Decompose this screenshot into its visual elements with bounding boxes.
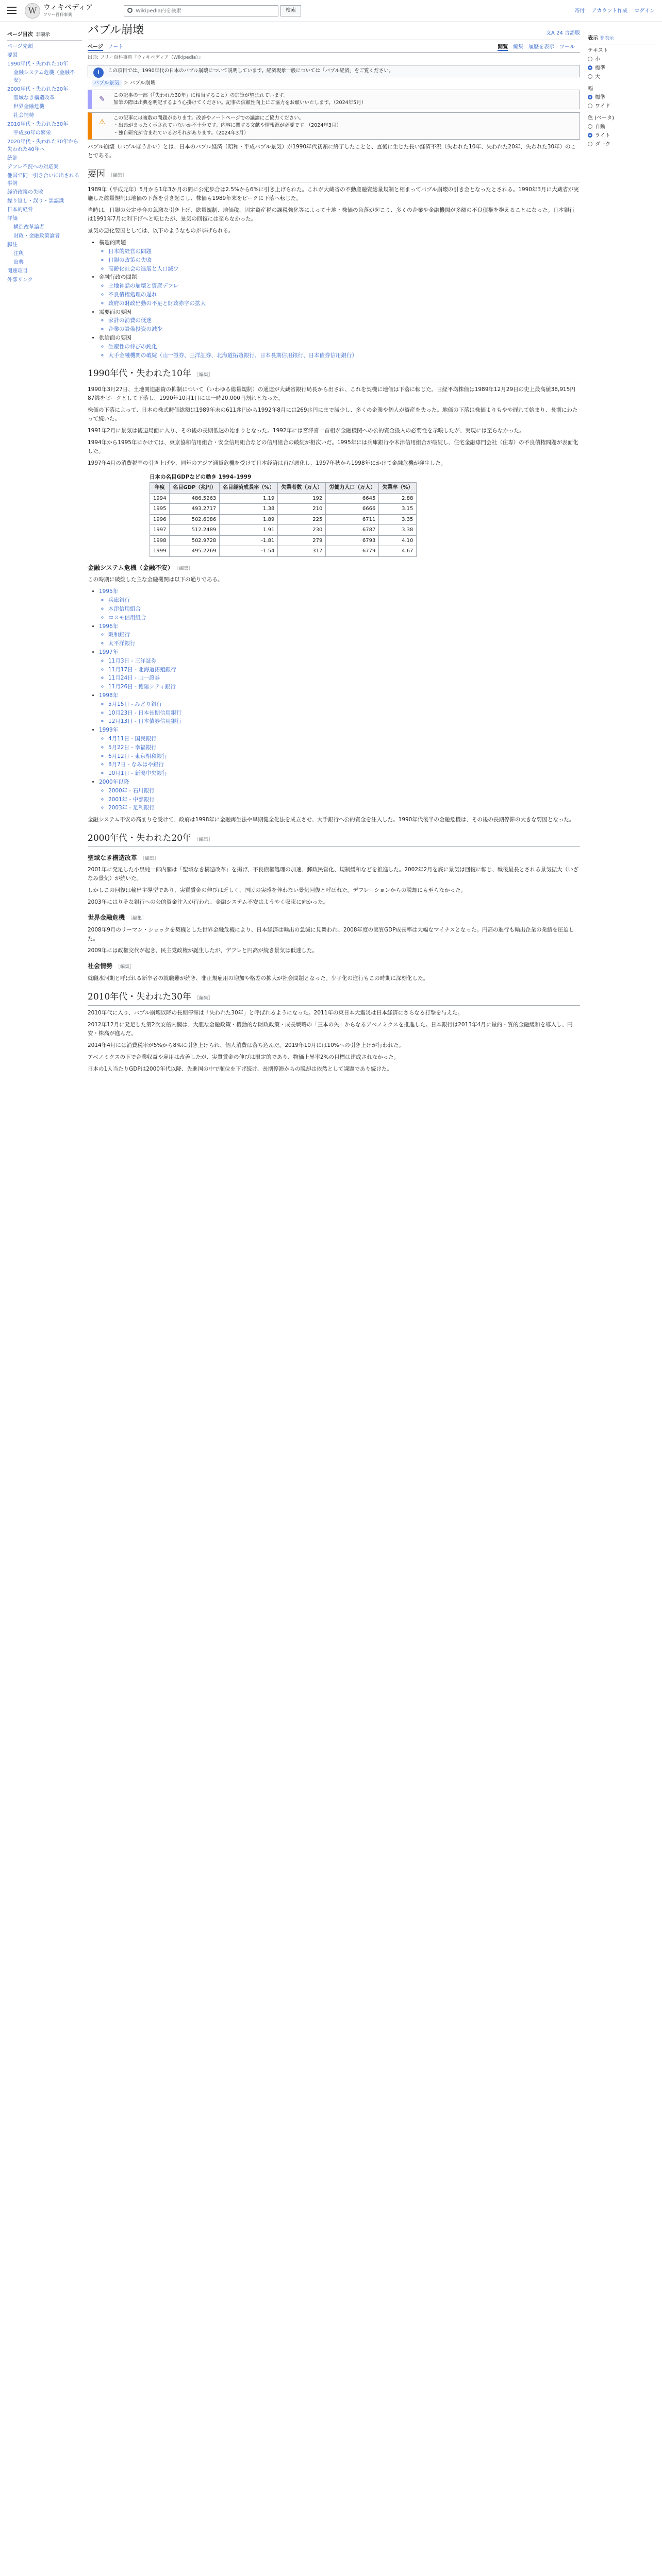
table-caption: 日本の名目GDPなどの動き 1994–1999 xyxy=(150,473,252,480)
list-item[interactable]: ◦ 2001年 - 中部銀行 xyxy=(108,795,580,804)
search-input[interactable] xyxy=(124,5,278,16)
toc-item[interactable]: 2020年代・失われた30年から失われた40年へ xyxy=(7,139,79,152)
table-row xyxy=(150,493,417,504)
table-cell: -1.54 xyxy=(220,546,278,557)
list-item[interactable]: ◦ 12月13日 - 日本債券信用銀行 xyxy=(108,717,580,726)
table-row xyxy=(150,514,417,525)
toc-sidebar xyxy=(7,31,82,285)
tab-page[interactable]: ページ xyxy=(88,44,103,50)
table-cell: 210 xyxy=(278,504,326,515)
site-header xyxy=(0,0,662,22)
subsection-heading xyxy=(88,913,580,923)
radio-option[interactable] xyxy=(588,131,655,140)
table-cell: 317 xyxy=(278,546,326,557)
nested-list xyxy=(108,700,580,726)
page-title: バブル崩壊 文A 24 言語版 xyxy=(88,23,580,40)
list-item[interactable]: ◦ 日本的経営の問題 xyxy=(108,247,580,256)
year-link[interactable]: 1999年 xyxy=(99,727,119,734)
toc-item[interactable]: 2010年代・失われた30年 xyxy=(7,121,69,127)
toc-item[interactable]: 他国で同一引き合いに出される事例 xyxy=(7,173,79,187)
article-sections xyxy=(88,167,580,1074)
list-item xyxy=(99,648,580,691)
color-options xyxy=(588,123,655,149)
list-item-text: 構造的問題 xyxy=(99,240,126,246)
edit-link[interactable]: ［編集］ xyxy=(128,916,147,922)
language-button[interactable]: 文A 24 言語版 xyxy=(546,30,580,36)
table-cell: 6787 xyxy=(326,525,379,536)
paragraph: 1994年から1995年にかけては、東京協和信用組合・安全信用組合などの信用組合の破綻が相次いだ。1995年には兵庫銀行や木津信用組合が破綻し、住宅金融専門会社（住専）の不良債権問題が表面化した。 xyxy=(88,439,578,454)
table-cell: 1.38 xyxy=(220,504,278,515)
list-item[interactable]: ◦ 4月11日 - 国民銀行 xyxy=(108,735,580,743)
table-cell: 230 xyxy=(278,525,326,536)
page-tabs xyxy=(88,41,580,53)
table-header: 名目GDP（兆円） xyxy=(170,483,220,494)
table-cell: 6645 xyxy=(326,493,379,504)
issues-notice xyxy=(88,112,580,140)
tab-read[interactable]: 閲覧 xyxy=(498,44,508,50)
subsection-heading xyxy=(88,961,580,971)
radio-icon xyxy=(588,133,592,138)
nested-list xyxy=(108,343,580,360)
heading-text: 1990年代・失われた10年 xyxy=(88,368,191,379)
warning-icon: ⚠ xyxy=(98,118,106,127)
paragraph: 金融システム不安の高まりを受けて、政府は1998年に金融再生法や早期健全化法を成立させ、大手銀行へ公的資金を注入した。1990年代後半の金融危機は、その後の長期停滞の大きな要因となった。 xyxy=(88,817,575,823)
radio-option[interactable] xyxy=(588,93,655,102)
table-cell: 502.9728 xyxy=(170,535,220,546)
toc-item[interactable]: 世界金融危機 xyxy=(13,104,44,110)
toc-item[interactable]: 経済政策の失敗 xyxy=(7,189,43,195)
wikipedia-logo[interactable]: W xyxy=(25,3,40,19)
radio-option[interactable] xyxy=(588,140,655,149)
tab-tools[interactable]: ツール xyxy=(559,44,575,50)
table-cell: 1997 xyxy=(150,525,170,536)
section-heading xyxy=(88,990,580,1005)
list-item-text: 供給面の要因 xyxy=(99,335,131,342)
toc-item[interactable]: 関連項目 xyxy=(7,268,28,274)
tab-history[interactable]: 履歴を表示 xyxy=(528,44,555,50)
list-item-text: 需要面の要因 xyxy=(99,309,131,315)
table-cell: 1994 xyxy=(150,493,170,504)
table-cell: 6779 xyxy=(326,546,379,557)
toc-item[interactable]: 2000年代・失われた20年 xyxy=(7,86,69,92)
edit-link[interactable]: ［編集］ xyxy=(194,996,213,1002)
table-cell: 1996 xyxy=(150,514,170,525)
edit-link[interactable]: ［編集］ xyxy=(115,964,135,970)
table-row xyxy=(150,535,417,546)
nested-list xyxy=(108,657,580,691)
breadcrumb xyxy=(92,79,580,88)
toc-item[interactable]: 出典 xyxy=(13,259,24,265)
text-size-heading: テキスト xyxy=(588,48,608,54)
list-item xyxy=(99,587,580,622)
subsection-heading xyxy=(88,853,580,863)
list-item xyxy=(99,273,580,308)
notice-line: この記事の一部（「失われた30年」に相当すること）の加筆が望まれています。 xyxy=(113,92,289,98)
year-link[interactable]: 1995年 xyxy=(99,588,119,595)
radio-icon xyxy=(588,65,592,70)
table-cell: 512.2489 xyxy=(170,525,220,536)
list-item[interactable]: ◦ 10月23日 - 日本長期信用銀行 xyxy=(108,709,580,718)
paragraph: この時期に破綻した主な金融機関は以下の通りである。 xyxy=(88,577,223,583)
list-item[interactable]: ◦ 土地神話の崩壊と資産デフレ xyxy=(108,282,580,291)
list-item[interactable]: ◦ 11月26日 - 徳陽シティ銀行 xyxy=(108,683,580,691)
list-item[interactable]: ◦ 2000年 - 石川銀行 xyxy=(108,787,580,795)
paragraph: 1991年2月に景気は後退局面に入り、その後の長期低迷の始まりとなった。1992年には宮澤喜一首相が金融機関への公的資金投入の必要性を示唆したが、実現には至らなかった。 xyxy=(88,427,525,434)
nested-list xyxy=(108,596,580,622)
radio-label: ワイド xyxy=(595,104,610,110)
paragraph: 当時は、日銀の公定歩合の急激な引き上げ、総量規制、地価税、固定資産税の課税強化等によって土地・株価の急落が起こり、多くの企業や金融機関が多額の不良債権を抱えることになった。日本銀行は1991年7月に利下げへと転じたが、景気の回復には至らなかった。 xyxy=(88,207,575,223)
paragraph: 日本の1人当たりGDPは2000年代以降、先進国の中で順位を下げ続け、長期停滞からの脱却は依然として課題であり続けた。 xyxy=(88,1065,393,1072)
table-row xyxy=(150,525,417,536)
paragraph: 2012年12月に発足した第2次安倍内閣は、大胆な金融政策・機動的な財政政策・成長戦略の「三本の矢」からなるアベノミクスを推進した。日本銀行は2013年4月に量的・質的金融緩和を導入し、円安・株高が進んだ。 xyxy=(88,1021,573,1037)
paragraph: 1997年4月の消費税率の引き上げや、同年のアジア通貨危機を受けて日本経済は再び悪化し、1997年秋から1998年にかけて金融危機が発生した。 xyxy=(88,460,446,466)
radio-icon xyxy=(588,104,592,108)
radio-label: 標準 xyxy=(595,65,605,72)
table-header-row xyxy=(150,483,417,494)
toc-item[interactable]: ページ先頭 xyxy=(7,43,33,49)
radio-option[interactable] xyxy=(588,64,655,73)
table-cell: 493.2717 xyxy=(170,504,220,515)
paragraph: 2001年に発足した小泉純一郎内閣は「聖域なき構造改革」を掲げ、不良債権処理の加速、郵政民営化、規制緩和などを推進した。2002年2月を底に景気は回復に転じ、戦後最長とされる景気拡大（いざなみ景気）が続いた。 xyxy=(88,867,579,882)
paragraph: 1989年（平成元年）5月から1年3か月の間に公定歩合は2.5%から6%に引き上げられた。これが大蔵省の不動産融資総量規制と相まってバブル崩壊の引き金となったとされる。1990年3月に大蔵省が実施した総量規制は地価の下落を引き起こし、株価も1989年末をピークに下落へ転じた。 xyxy=(88,187,579,202)
list-item[interactable]: ◦ 生産性の伸びの鈍化 xyxy=(108,343,580,351)
radio-label: 標準 xyxy=(595,95,605,101)
table-cell: 192 xyxy=(278,493,326,504)
table-cell: 502.6086 xyxy=(170,514,220,525)
list-item[interactable]: ◦ 日銀の政策の失敗 xyxy=(108,256,580,265)
toc-item[interactable]: 評価 xyxy=(7,215,18,222)
toc-item[interactable]: 金融システム危機（金融不安） xyxy=(13,70,75,83)
paragraph: 2010年代に入り、バブル崩壊以降の長期停滞は「失われた30年」と呼ばれるようになった。2011年の東日本大震災は日本経済にさらなる打撃を与えた。 xyxy=(88,1009,463,1016)
toc-item[interactable]: 繰り返し・誤り・誤認識 xyxy=(7,198,64,204)
edit-link[interactable]: ［編集］ xyxy=(194,372,213,378)
main-menu-icon[interactable] xyxy=(7,7,16,14)
table-header: 失業率（%） xyxy=(379,483,417,494)
appearance-heading: 表示 非表示 xyxy=(588,34,655,44)
paragraph: 2014年4月には消費税率が5%から8%に引き上げられ、個人消費は落ち込んだ。2019年10月には10%への引き上げが行われた。 xyxy=(88,1042,404,1048)
list-item[interactable]: ◦ 家計の消費の低迷 xyxy=(108,316,580,325)
heading-text: 要因 xyxy=(88,168,105,179)
toc-item[interactable]: 社会情勢 xyxy=(13,112,34,118)
section-heading xyxy=(88,832,580,846)
toc-item[interactable]: 日本的経営 xyxy=(7,207,33,213)
toc-item[interactable]: 統計 xyxy=(7,155,18,161)
table-row xyxy=(150,504,417,515)
user-links xyxy=(569,7,655,15)
list-item[interactable]: ◦ 木津信用組合 xyxy=(108,605,580,614)
radio-icon xyxy=(588,124,592,129)
list-item[interactable]: ◦ 5月22日 - 幸福銀行 xyxy=(108,743,580,752)
tab-talk[interactable]: ノート xyxy=(108,44,124,50)
list-item[interactable]: ◦ 不良債権処理の遅れ xyxy=(108,291,580,299)
year-link[interactable]: 1998年 xyxy=(99,692,119,699)
table-cell: 6666 xyxy=(326,504,379,515)
notice-line: この記事には複数の問題があります。改善やノートページでの議論にご協力ください。 xyxy=(113,115,304,122)
radio-icon xyxy=(588,57,592,61)
table-cell: 3.38 xyxy=(379,525,417,536)
heading-text: 2010年代・失われた30年 xyxy=(88,992,191,1003)
appearance-panel xyxy=(588,31,655,149)
nested-list xyxy=(108,247,580,273)
edit-link[interactable]: ［編集］ xyxy=(176,566,193,571)
radio-option[interactable] xyxy=(588,73,655,81)
list-item[interactable]: ◦ 8月7日 - なみはや銀行 xyxy=(108,760,580,769)
toc-list xyxy=(7,43,82,284)
nested-list xyxy=(108,282,580,308)
table-cell: 4.67 xyxy=(379,546,417,557)
paragraph: 2003年にはりそな銀行への公的資金注入が行われ、金融システム不安はようやく収束に向かった。 xyxy=(88,899,329,906)
list-item xyxy=(99,691,580,726)
article-main xyxy=(88,23,580,1077)
edit-link[interactable]: ［編集］ xyxy=(194,837,213,843)
list-item xyxy=(99,308,580,334)
notice-line: ・出典がまったく示されていないか不十分です。内容に関する文献や情報源が必要です。（2024年3月） xyxy=(113,123,341,129)
table-cell: 1999 xyxy=(150,546,170,557)
table-cell: 1.91 xyxy=(220,525,278,536)
toc-item[interactable]: デフレ不況への対応案 xyxy=(7,164,59,170)
tab-edit[interactable]: 編集 xyxy=(513,44,524,50)
radio-icon xyxy=(588,74,592,79)
bank-list xyxy=(99,587,580,812)
table-header: 労働力人口（万人） xyxy=(326,483,379,494)
list-item[interactable]: ◦ 高齢化社会の進展と人口減少 xyxy=(108,265,580,274)
search-placeholder: Wikipedia内を検索 xyxy=(136,8,181,14)
list-item[interactable]: ◦ 政府の財政出動の不足と財政赤字の拡大 xyxy=(108,299,580,308)
toc-heading: ページ目次 非表示 xyxy=(7,31,82,41)
radio-label: ライト xyxy=(595,133,610,139)
toc-item[interactable]: 注釈 xyxy=(13,250,24,257)
radio-label: 小 xyxy=(595,57,600,63)
toc-hide-button[interactable]: 非表示 xyxy=(36,32,50,38)
text-size-options xyxy=(588,55,655,81)
toc-item[interactable]: 平成30年の繁栄 xyxy=(13,130,51,136)
table-cell: 6711 xyxy=(326,514,379,525)
table-cell: 1998 xyxy=(150,535,170,546)
table-header: 年度 xyxy=(150,483,170,494)
paragraph: 株価の下落によって、日本の株式時価総額は1989年末の611兆円から1992年8月には269兆円にまで減少し、多くの企業や個人が資産を失った。地価の下落は株価よりもやや遅れて始まり、長期にわたって続いた。 xyxy=(88,406,578,422)
table-cell: 4.10 xyxy=(379,535,417,546)
nested-list xyxy=(108,735,580,778)
list-item[interactable]: ◦ 11月17日 - 北海道拓殖銀行 xyxy=(108,666,580,674)
list-item xyxy=(99,778,580,812)
width-options xyxy=(588,93,655,111)
pencil-icon: ✎ xyxy=(99,95,105,104)
edit-link[interactable]: ［編集］ xyxy=(140,856,159,861)
list-item[interactable]: ◦ 11月24日 - 山一證券 xyxy=(108,674,580,683)
heading-text: 2000年代・失われた20年 xyxy=(88,833,191,844)
list-item xyxy=(99,239,580,273)
logo-subtitle: フリー百科事典 xyxy=(43,12,72,17)
table-cell: 495.2269 xyxy=(170,546,220,557)
heading-text: 社会情勢 xyxy=(88,962,113,970)
list-item[interactable]: ◦ 2003年 - 足利銀行 xyxy=(108,804,580,812)
logo-title[interactable]: ウィキペディア xyxy=(43,4,93,12)
nested-list xyxy=(108,787,580,812)
notice-line: ・独自研究が含まれているおそれがあります。（2024年3月） xyxy=(113,130,249,136)
table-cell: 1.19 xyxy=(220,493,278,504)
search-button[interactable]: 検索 xyxy=(280,5,301,16)
section-heading xyxy=(88,367,580,382)
list-item-text: 金融行政の問題 xyxy=(99,274,137,281)
list-item xyxy=(99,726,580,778)
table-cell: 3.15 xyxy=(379,504,417,515)
create-account-link[interactable]: アカウント作成 xyxy=(591,8,628,14)
paragraph: しかしこの回復は輸出主導型であり、実質賃金の伸びは乏しく、国民の実感を伴わない景気回復と呼ばれた。デフレーションからの脱却にも至らなかった。 xyxy=(88,887,466,894)
toc-item[interactable]: 脚注 xyxy=(7,242,18,248)
paragraph: 2009年には政権交代が起き、民主党政権が誕生したが、デフレと円高が続き景気は低迷した。 xyxy=(88,947,318,954)
radio-label: ダーク xyxy=(595,142,610,148)
heading-text: 世界金融危機 xyxy=(88,914,125,922)
toc-item[interactable]: 聖域なき構造改革 xyxy=(13,95,55,101)
radio-option[interactable] xyxy=(588,123,655,131)
list-item[interactable]: ◦ 企業の設備投資の減少 xyxy=(108,325,580,334)
toc-item[interactable]: 外部リンク xyxy=(7,277,33,283)
radio-option[interactable] xyxy=(588,55,655,64)
table-cell: 486.5263 xyxy=(170,493,220,504)
list-item[interactable]: ◦ 太平洋銀行 xyxy=(108,639,580,648)
radio-option[interactable] xyxy=(588,102,655,111)
toc-item[interactable]: 構造改革論者 xyxy=(13,224,44,230)
article-source: 出典: フリー百科事典『ウィキペディア（Wikipedia）』 xyxy=(88,55,203,60)
list-item[interactable]: ◦ 兵庫銀行 xyxy=(108,596,580,605)
paragraph: アベノミクスの下で企業収益や雇用は改善したが、実質賃金の伸びは限定的であり、物価上昇率2%の目標は達成されなかった。 xyxy=(88,1054,400,1060)
list-item[interactable]: ◦ 6月12日 - 東京相和銀行 xyxy=(108,752,580,761)
year-link[interactable]: 2000年以降 xyxy=(99,779,129,786)
heading-text: 聖域なき構造改革 xyxy=(88,854,138,861)
data-table xyxy=(150,482,417,557)
table-header: 名目経済成長率（%） xyxy=(220,483,278,494)
toc-item[interactable]: 財政・金融政策論者 xyxy=(13,233,60,239)
list-item xyxy=(99,622,580,648)
nested-list xyxy=(108,631,580,648)
notice-line: 加筆の際は出典を明記するよう心掛けてください。記事の信頼性向上にご協力をお願いいたします。（2024年5月） xyxy=(113,99,367,106)
donate-link[interactable]: 寄付 xyxy=(574,8,585,14)
radio-label: 大 xyxy=(595,74,600,80)
info-icon: i xyxy=(93,67,104,78)
section-heading xyxy=(88,167,580,182)
toc-item[interactable]: 1990年代・失われた10年 xyxy=(7,61,69,67)
list-item[interactable]: ◦ 10月1日 - 新潟中央銀行 xyxy=(108,769,580,778)
paragraph: 景気の悪化要因としては、以下のようなものが挙げられる。 xyxy=(88,228,234,234)
expand-notice xyxy=(88,90,580,110)
table-cell: 1995 xyxy=(150,504,170,515)
radio-icon xyxy=(588,142,592,146)
year-link[interactable]: 1996年 xyxy=(99,623,119,630)
radio-label: 自動 xyxy=(595,124,605,130)
radio-icon xyxy=(588,95,592,99)
table-cell: 279 xyxy=(278,535,326,546)
table-cell: 2.88 xyxy=(379,493,417,504)
table-cell: -1.81 xyxy=(220,535,278,546)
table-cell: 3.35 xyxy=(379,514,417,525)
paragraph: 1990年3月27日、土地関連融資の抑制について（いわゆる総量規制）の通達が大蔵省銀行局長から出され、これを契機に地価は下落に転じた。日経平均株価は1989年12月29日の史上最高値38,915円87銭をピークとして下落し、1990年10月1日には一時20,000円割れとなった。 xyxy=(88,386,575,401)
breadcrumb-parent[interactable]: バブル景気 xyxy=(92,80,122,87)
search-icon xyxy=(127,8,133,13)
edit-link[interactable]: ［編集］ xyxy=(108,173,127,178)
disambiguation-note: i この項目では、1990年代の日本のバブル崩壊について説明しています。経済現象一般については「バブル経済」をご覧ください。 xyxy=(88,65,580,77)
list-item xyxy=(99,334,580,360)
lead-paragraph: バブル崩壊（バブルほうかい）とは、日本のバブル経済（昭和・平成バブル景気）が1990年代初頭に終了したことと、直後に生じた長い経済不況（失われた10年、失われた20年、失われた30年）のことである。 xyxy=(88,143,576,159)
table-header: 失業者数（万人） xyxy=(278,483,326,494)
list-item[interactable]: ◦ 5月15日 - みどり銀行 xyxy=(108,700,580,709)
appearance-hide-button[interactable]: 非表示 xyxy=(600,36,614,41)
color-heading: 色 (ベータ) xyxy=(588,115,614,122)
breadcrumb-current: ＞ バブル崩壊 xyxy=(123,80,156,87)
list-item[interactable]: ◦ 11月3日 - 三洋証券 xyxy=(108,657,580,666)
width-heading: 幅 xyxy=(588,86,593,92)
table-cell: 1.89 xyxy=(220,514,278,525)
list-item[interactable]: ◦ コスモ信用組合 xyxy=(108,614,580,622)
subsection-heading xyxy=(88,563,580,573)
paragraph: 就職氷河期と呼ばれる新卒者の就職難が続き、非正規雇用の増加や格差の拡大が社会問題となった。少子化の進行もこの時期に深刻化した。 xyxy=(88,975,429,982)
list-item[interactable]: ◦ 大手金融機関の破綻（山一證券、三洋証券、北海道拓殖銀行、日本長期信用銀行、日本債券信用銀行） xyxy=(108,351,580,360)
list-item[interactable]: ◦ 阪和銀行 xyxy=(108,631,580,639)
table-row xyxy=(150,546,417,557)
year-link[interactable]: 1997年 xyxy=(99,649,119,656)
heading-text: 金融システム危機（金融不安） xyxy=(88,564,174,571)
bullet-list xyxy=(99,239,580,360)
login-link[interactable]: ログイン xyxy=(634,8,655,14)
paragraph: 2008年9月のリーマン・ショックを契機とした世界金融危機により、日本経済は輸出の急減に見舞われ、2008年度の実質GDP成長率は大幅なマイナスとなった。円高の進行も輸出企業の業績を圧迫した。 xyxy=(88,927,574,942)
table-cell: 6793 xyxy=(326,535,379,546)
nested-list xyxy=(108,316,580,334)
toc-item[interactable]: 要因 xyxy=(7,52,18,58)
table-cell: 225 xyxy=(278,514,326,525)
